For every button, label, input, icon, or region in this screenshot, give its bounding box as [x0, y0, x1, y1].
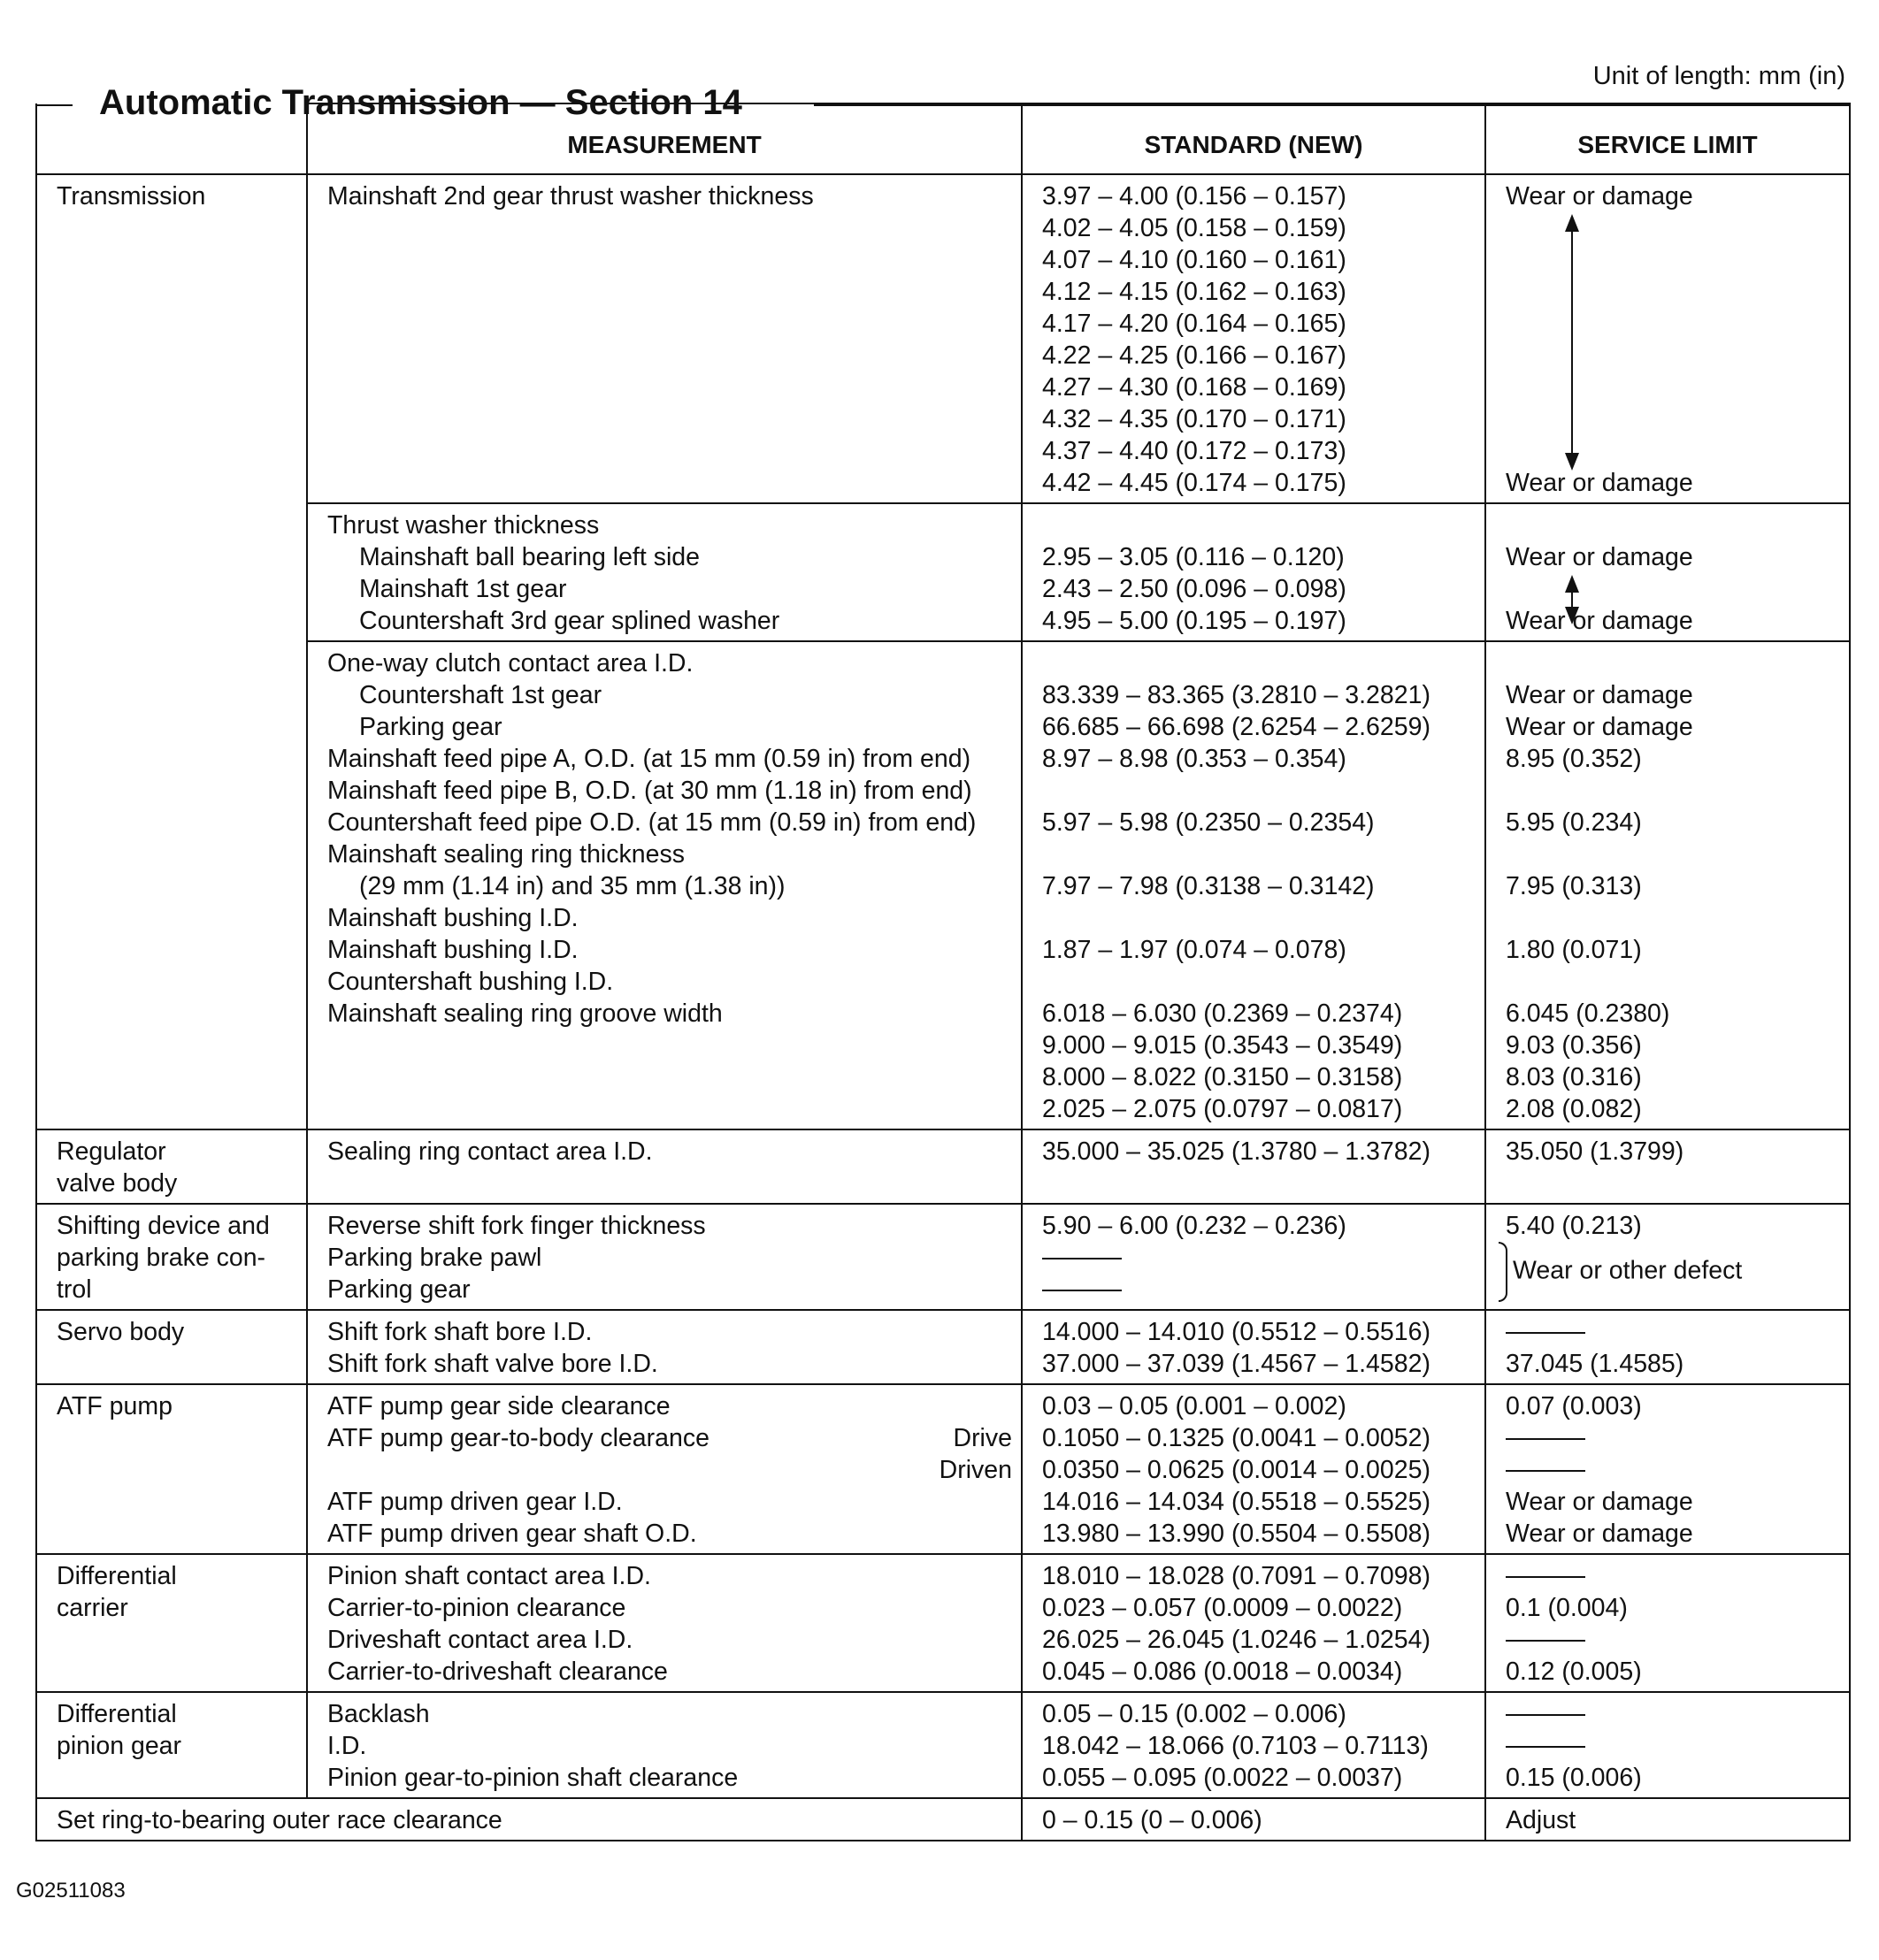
- measurement-cell: Backlash I.D. Pinion gear-to-pinion shaft clearance: [307, 1692, 1022, 1798]
- measurement-cell: Pinion shaft contact area I.D. Carrier-to-pinion clearance Driveshaft contact area I.D. Carrier-to-driveshaft clearance: [307, 1554, 1022, 1692]
- standard-cell: 5.90 – 6.00 (0.232 – 0.236): [1022, 1204, 1485, 1310]
- unit-note: Unit of length: mm (in): [1592, 62, 1845, 90]
- header-service-limit: SERVICE LIMIT: [1485, 103, 1850, 174]
- standard-cell: 0.05 – 0.15 (0.002 – 0.006) 18.042 – 18.066 (0.7103 – 0.7113) 0.055 – 0.095 (0.0022 – 0.0037): [1022, 1692, 1485, 1798]
- no-value-dash: [1506, 1746, 1585, 1748]
- section-title: Automatic Transmission — Section 14: [87, 83, 755, 123]
- standard-cell: 0.03 – 0.05 (0.001 – 0.002) 0.1050 – 0.1325 (0.0041 – 0.0052) 0.0350 – 0.0625 (0.0014 – 0.0025) 14.016 – 14.034 (0.5518 – 0.5525) 13.980 – 13.990 (0.5504 – 0.5508): [1022, 1384, 1485, 1554]
- category-differential-pinion: Differential pinion gear: [36, 1692, 307, 1798]
- no-value-dash: [1042, 1290, 1122, 1291]
- no-value-dash: [1506, 1470, 1585, 1472]
- table-row: [36, 1798, 1850, 1841]
- standard-cell: 18.010 – 18.028 (0.7091 – 0.7098) 0.023 – 0.057 (0.0009 – 0.0022) 26.025 – 26.045 (1.0246 – 1.0254) 0.045 – 0.086 (0.0018 – 0.0034): [1022, 1554, 1485, 1692]
- category-transmission: Transmission: [36, 174, 307, 1129]
- category-set-ring: Set ring-to-bearing outer race clearance: [36, 1798, 1022, 1841]
- limit-cell: Wear or damage Wear or damage: [1485, 174, 1850, 503]
- limit-cell: Wear or damage Wear or damage: [1485, 503, 1850, 641]
- limit-cell: 37.045 (1.4585): [1485, 1310, 1850, 1384]
- limit-cell: 35.050 (1.3799): [1485, 1129, 1850, 1204]
- range-arrow-icon: [1571, 218, 1573, 467]
- no-value-dash: [1506, 1332, 1585, 1334]
- measurement-cell: Sealing ring contact area I.D.: [307, 1129, 1022, 1204]
- standard-cell: 14.000 – 14.010 (0.5512 – 0.5516) 37.000 – 37.039 (1.4567 – 1.4582): [1022, 1310, 1485, 1384]
- figure-code: G02511083: [16, 1879, 126, 1903]
- standard-cell: 0 – 0.15 (0 – 0.006): [1022, 1798, 1485, 1841]
- standard-cell: 2.95 – 3.05 (0.116 – 0.120) 2.43 – 2.50 (0.096 – 0.098) 4.95 – 5.00 (0.195 – 0.197): [1022, 503, 1485, 641]
- measurement-cell: Mainshaft 2nd gear thrust washer thickness: [307, 174, 1022, 503]
- range-arrow-icon: [1571, 578, 1573, 621]
- limit-cell: 0.07 (0.003) Wear or damage Wear or damage: [1485, 1384, 1850, 1554]
- no-value-dash: [1506, 1640, 1585, 1642]
- no-value-dash: [1506, 1714, 1585, 1716]
- header-blank: [36, 103, 307, 174]
- table-row: [36, 174, 1850, 503]
- standard-cell: 35.000 – 35.025 (1.3780 – 1.3782): [1022, 1129, 1485, 1204]
- measurement-cell: Thrust washer thickness Mainshaft ball bearing left side Mainshaft 1st gear Countershaft 3rd gear splined washer: [307, 503, 1022, 641]
- limit-cell: 0.1 (0.004) 0.12 (0.005): [1485, 1554, 1850, 1692]
- no-value-dash: [1506, 1438, 1585, 1440]
- brace-icon: [1499, 1242, 1507, 1302]
- table-row: [36, 1310, 1850, 1384]
- no-value-dash: [1506, 1576, 1585, 1578]
- table-row: [36, 641, 1850, 1129]
- measurement-cell: ATF pump gear side clearance ATF pump gear-to-body clearance Drive Driven ATF pump driven gear I.D. ATF pump driven gear shaft O.D.: [307, 1384, 1022, 1554]
- specification-table: [35, 103, 1851, 1841]
- standard-cell: 83.339 – 83.365 (3.2810 – 3.2821) 66.685 – 66.698 (2.6254 – 2.6259) 8.97 – 8.98 (0.353 – 0.354) 5.97 – 5.98 (0.2350 – 0.2354) 7.97 – 7.98 (0.3138 – 0.3142) 1.87 – 1.97 (0.074 – 0.078) 6.018 – 6.030 (0.2369 – 0.2374) 9.000 – 9.015 (0.3543 – 0.3549) 8.000 – 8.022 (0.3150 – 0.3158) 2.025 – 2.075 (0.0797 – 0.0817): [1022, 641, 1485, 1129]
- table-row: [36, 503, 1850, 641]
- no-value-dash: [1042, 1258, 1122, 1259]
- table-row: [36, 1204, 1850, 1310]
- limit-cell: 5.40 (0.213) Wear or other defect: [1485, 1204, 1850, 1310]
- table-row: [36, 1692, 1850, 1798]
- table-row: [36, 1554, 1850, 1692]
- header-measurement: MEASUREMENT: [307, 103, 1022, 174]
- table-header-row: [36, 103, 1850, 174]
- category-atf-pump: ATF pump: [36, 1384, 307, 1554]
- header-standard: STANDARD (NEW): [1022, 103, 1485, 174]
- category-servo: Servo body: [36, 1310, 307, 1384]
- measurement-cell: Shift fork shaft bore I.D. Shift fork shaft valve bore I.D.: [307, 1310, 1022, 1384]
- limit-cell: Wear or damage Wear or damage 8.95 (0.352) 5.95 (0.234) 7.95 (0.313) 1.80 (0.071) 6.045 (0.2380) 9.03 (0.356) 8.03 (0.316) 2.08 (0.082): [1485, 641, 1850, 1129]
- measurement-cell: One-way clutch contact area I.D. Countershaft 1st gear Parking gear Mainshaft feed pipe A, O.D. (at 15 mm (0.59 in) from end) Mainshaft feed pipe B, O.D. (at 30 mm (1.18 in) from end) Countershaft feed pipe O.D. (at 15 mm (0.59 in) from end) Mainshaft sealing ring thickness (29 mm (1.14 in) and 35 mm (1.38 in)) Mainshaft bushing I.D. Mainshaft bushing I.D. Countershaft bushing I.D. Mainshaft sealing ring groove width: [307, 641, 1022, 1129]
- measurement-cell: Reverse shift fork finger thickness Parking brake pawl Parking gear: [307, 1204, 1022, 1310]
- table-row: [36, 1129, 1850, 1204]
- table-row: [36, 1384, 1850, 1554]
- category-differential-carrier: Differential carrier: [36, 1554, 307, 1692]
- category-shifting: Shifting device and parking brake con- trol: [36, 1204, 307, 1310]
- limit-cell: 0.15 (0.006): [1485, 1692, 1850, 1798]
- limit-cell: Adjust: [1485, 1798, 1850, 1841]
- category-regulator: Regulator valve body: [36, 1129, 307, 1204]
- standard-cell: 3.97 – 4.00 (0.156 – 0.157) 4.02 – 4.05 (0.158 – 0.159) 4.07 – 4.10 (0.160 – 0.161) 4.12 – 4.15 (0.162 – 0.163) 4.17 – 4.20 (0.164 – 0.165) 4.22 – 4.25 (0.166 – 0.167) 4.27 – 4.30 (0.168 – 0.169) 4.32 – 4.35 (0.170 – 0.171) 4.37 – 4.40 (0.172 – 0.173) 4.42 – 4.45 (0.174 – 0.175): [1022, 174, 1485, 503]
